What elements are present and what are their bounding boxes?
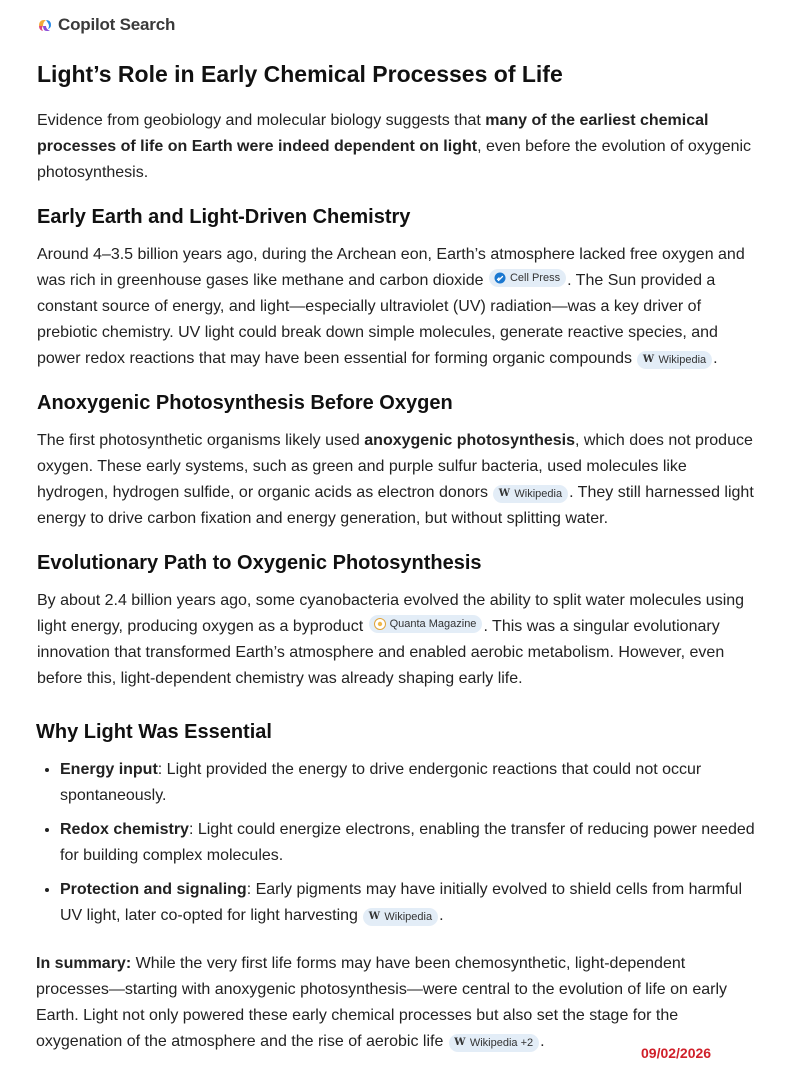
citation-chip-wikipedia[interactable] [363,908,438,926]
section-paragraph-early-earth [37,242,762,372]
list-item-text: : Early pigments may have initially evolved to shield cells from harmful UV light, later co-opted for light harvesting [60,881,742,924]
section-heading-evolutionary: Evolutionary Path to Oxygenic Photosynthesis [37,552,482,574]
list-item-bold: Redox chemistry [60,821,189,838]
list-item-bold: Energy input [60,761,158,778]
section-paragraph-evolutionary [37,588,762,692]
list-item [60,877,762,929]
list-item [60,817,762,869]
wikipedia-w-icon: W [642,354,655,365]
citation-label: Wikipedia [514,488,563,500]
why-list [37,757,762,929]
brand-name: Copilot Search [58,15,176,34]
paragraph-text: , which does not produce oxygen. These early systems, such as green and purple sulfur bacteria, used molecules like hydrogen, hydrogen sulfide, or organic acids as electron donors [37,432,753,501]
section-heading-anoxygenic: Anoxygenic Photosynthesis Before Oxygen [37,392,453,414]
intro-paragraph [37,108,762,186]
wikipedia-w-icon: W [368,911,380,922]
header [37,14,175,36]
summary-paragraph [36,951,762,1055]
citation-label: Cell Press [509,272,561,284]
copilot-logo-icon [37,17,53,33]
paragraph-text: . The Sun provided a constant source of energy, and light—especially ultraviolet (UV) radiation—was a key driver of prebiotic chemistry. UV light could break down simple molecules, generate reactive species, and power redox reactions that may have been essential for forming organic compounds [37,272,718,367]
intro-bold: many of the earliest chemical processes of life on Earth were indeed dependent on light [37,112,709,155]
citation-label: Wikipedia [658,354,707,366]
list-item-text: : Light provided the energy to drive endergonic reactions that could not occur spontaneously. [60,761,702,804]
citation-label: Quanta Magazine [389,618,477,630]
link-icon [494,272,506,284]
wikipedia-w-icon: W [498,488,510,499]
paragraph-text: . [713,350,718,367]
list-item [60,757,762,809]
section-heading-why-light: Why Light Was Essential [36,721,272,743]
citation-label: Wikipedia +2 [469,1037,534,1049]
list-item-bold: Protection and signaling [60,881,247,898]
section-paragraph-anoxygenic [37,428,762,532]
paragraph-bold: anoxygenic photosynthesis [364,432,575,449]
summary-text: While the very first life forms may have been chemosynthetic, light-dependent processes—starting with anoxygenic photosynthesis—were central to the evolution of life on early Earth. Light not only powered these early chemical processes but also set the stage for the oxygenation of the atmosphere and the rise of aerobic life [36,955,728,1050]
paragraph-text: Around 4–3.5 billion years ago, during the Archean eon, Earth’s atmosphere lacked free oxygen and was rich in greenhouse gases like methane and carbon dioxide [37,246,745,289]
paragraph-text: . They still harnessed light energy to drive carbon fixation and energy generation, but without splitting water. [37,484,754,527]
citation-chip-wikipedia[interactable] [493,485,568,503]
citation-chip-wikipedia[interactable] [637,351,712,369]
wikipedia-w-icon: W [454,1037,466,1048]
section-heading-early-earth: Early Earth and Light-Driven Chemistry [37,206,411,228]
intro-text-end: , even before the evolution of oxygenic photosynthesis. [37,138,752,181]
paragraph-text: By about 2.4 billion years ago, some cyanobacteria evolved the ability to split water molecules using light energy, producing oxygen as a byproduct [37,592,745,635]
intro-text: Evidence from geobiology and molecular biology suggests that [37,112,486,129]
summary-bold: In summary: [36,955,132,972]
list-item-text: : Light could energize electrons, enabling the transfer of reducing power needed for building complex molecules. [60,821,755,864]
list-item-text: . [439,907,444,924]
answer-content [37,58,762,1055]
citation-chip-cell-press[interactable] [489,269,566,287]
citation-chip-quanta-magazine[interactable] [369,615,483,633]
page-title: Light’s Role in Early Chemical Processes of Life [37,61,563,87]
summary-text: . [540,1033,545,1050]
paragraph-text: . This was a singular evolutionary innovation that transformed Earth’s atmosphere and enabled aerobic metabolism. However, even before this, light-dependent chemistry was already shaping early life. [37,618,725,687]
citation-label: Wikipedia [384,911,433,923]
date-stamp: 09/02/2026 [641,1045,712,1061]
paragraph-text: The first photosynthetic organisms likely used [37,432,365,449]
citation-chip-wikipedia-plus-2[interactable] [449,1034,539,1052]
quanta-sun-icon [374,618,386,630]
